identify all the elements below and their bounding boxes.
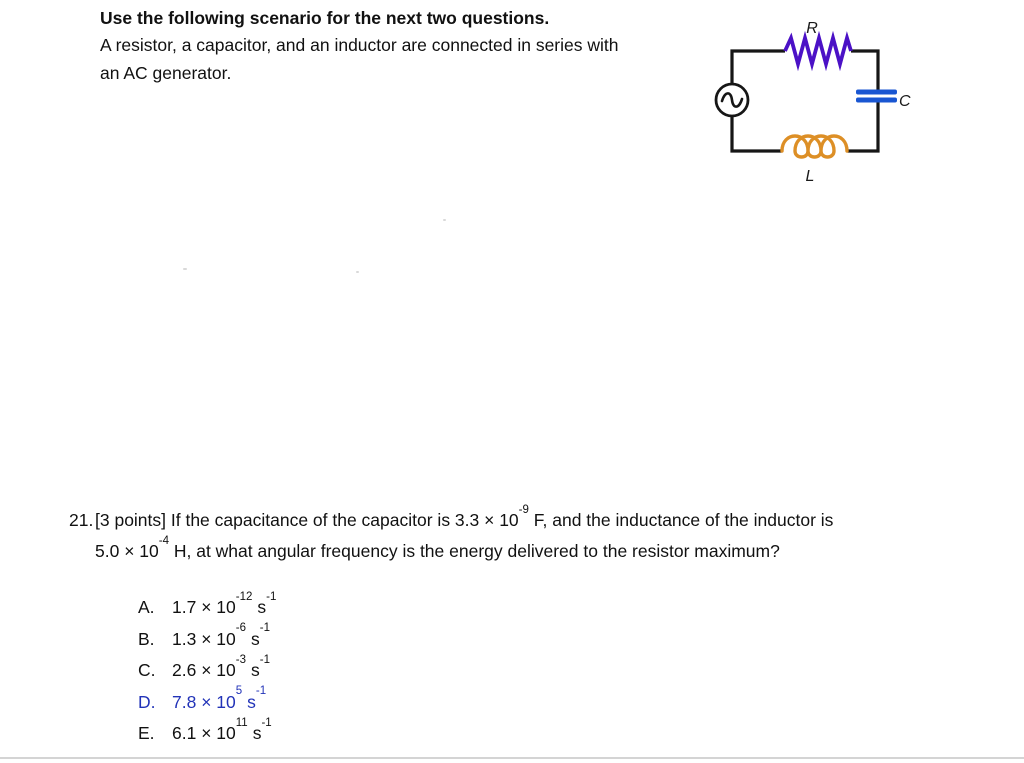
option-exponent: 11 <box>235 716 248 729</box>
capacitor-plate-top <box>856 90 897 95</box>
option-unit-exponent: -1 <box>259 622 270 635</box>
question-text-1b: F, and the inductance of the inductor is <box>528 509 834 530</box>
resistor-symbol <box>785 38 851 64</box>
option-exponent: -3 <box>235 653 246 666</box>
option-letter: B. <box>138 628 155 649</box>
inductance-exponent: -4 <box>158 534 169 547</box>
question-text-2b: H, at what angular frequency is the energy delivered to the resistor maximum? <box>168 541 780 562</box>
scan-artifact <box>443 219 446 221</box>
inductor-symbol <box>782 136 847 157</box>
answer-options <box>138 590 999 747</box>
option-mantissa: 7.8 × 10 <box>172 691 236 712</box>
option-unit: s <box>250 660 260 681</box>
question-text-2a: 5.0 × 10 <box>95 541 159 562</box>
option-d-highlighted <box>138 685 999 716</box>
option-a <box>138 590 999 621</box>
option-unit-exponent: -1 <box>266 590 277 603</box>
resistor-label: R <box>806 20 818 37</box>
option-letter: E. <box>138 722 155 743</box>
option-letter: A. <box>138 597 155 618</box>
option-mantissa: 1.3 × 10 <box>172 628 236 649</box>
scan-artifact <box>356 271 359 273</box>
option-b <box>138 622 999 653</box>
scenario-line-2: an AC generator. <box>100 62 232 83</box>
inductor-label: L <box>805 168 815 185</box>
scan-artifact <box>183 268 187 270</box>
option-unit-exponent: -1 <box>261 716 272 729</box>
capacitor-plate-bottom <box>856 98 897 103</box>
capacitor-label: C <box>899 93 911 110</box>
page-bottom-edge <box>0 757 1024 759</box>
question-line-2 <box>95 534 999 565</box>
option-unit: s <box>257 597 267 618</box>
option-unit-exponent: -1 <box>255 685 267 698</box>
option-exponent: 5 <box>235 685 243 698</box>
option-mantissa: 2.6 × 10 <box>172 660 236 681</box>
option-unit-exponent: -1 <box>259 653 270 666</box>
option-exponent: -12 <box>235 590 253 603</box>
option-unit: s <box>252 722 262 743</box>
question-number: 21. <box>69 509 94 530</box>
option-letter: D. <box>138 691 156 712</box>
option-exponent: -6 <box>235 622 246 635</box>
scenario-block <box>100 5 740 87</box>
option-e <box>138 716 999 747</box>
question-text-1a: [3 points] If the capacitance of the capacitor is 3.3 × 10 <box>95 509 519 530</box>
rlc-circuit-diagram <box>700 0 930 195</box>
option-letter: C. <box>138 660 156 681</box>
scenario-heading: Use the following scenario for the next two questions. <box>100 8 550 28</box>
option-mantissa: 6.1 × 10 <box>172 722 236 743</box>
question-line-1 <box>69 503 999 534</box>
scenario-line-1: A resistor, a capacitor, and an inductor are connected in series with <box>100 35 619 56</box>
option-mantissa: 1.7 × 10 <box>172 597 236 618</box>
question-21 <box>69 503 999 748</box>
option-c <box>138 653 999 684</box>
option-unit: s <box>250 628 260 649</box>
capacitance-exponent: -9 <box>518 503 529 516</box>
option-unit: s <box>247 691 256 712</box>
